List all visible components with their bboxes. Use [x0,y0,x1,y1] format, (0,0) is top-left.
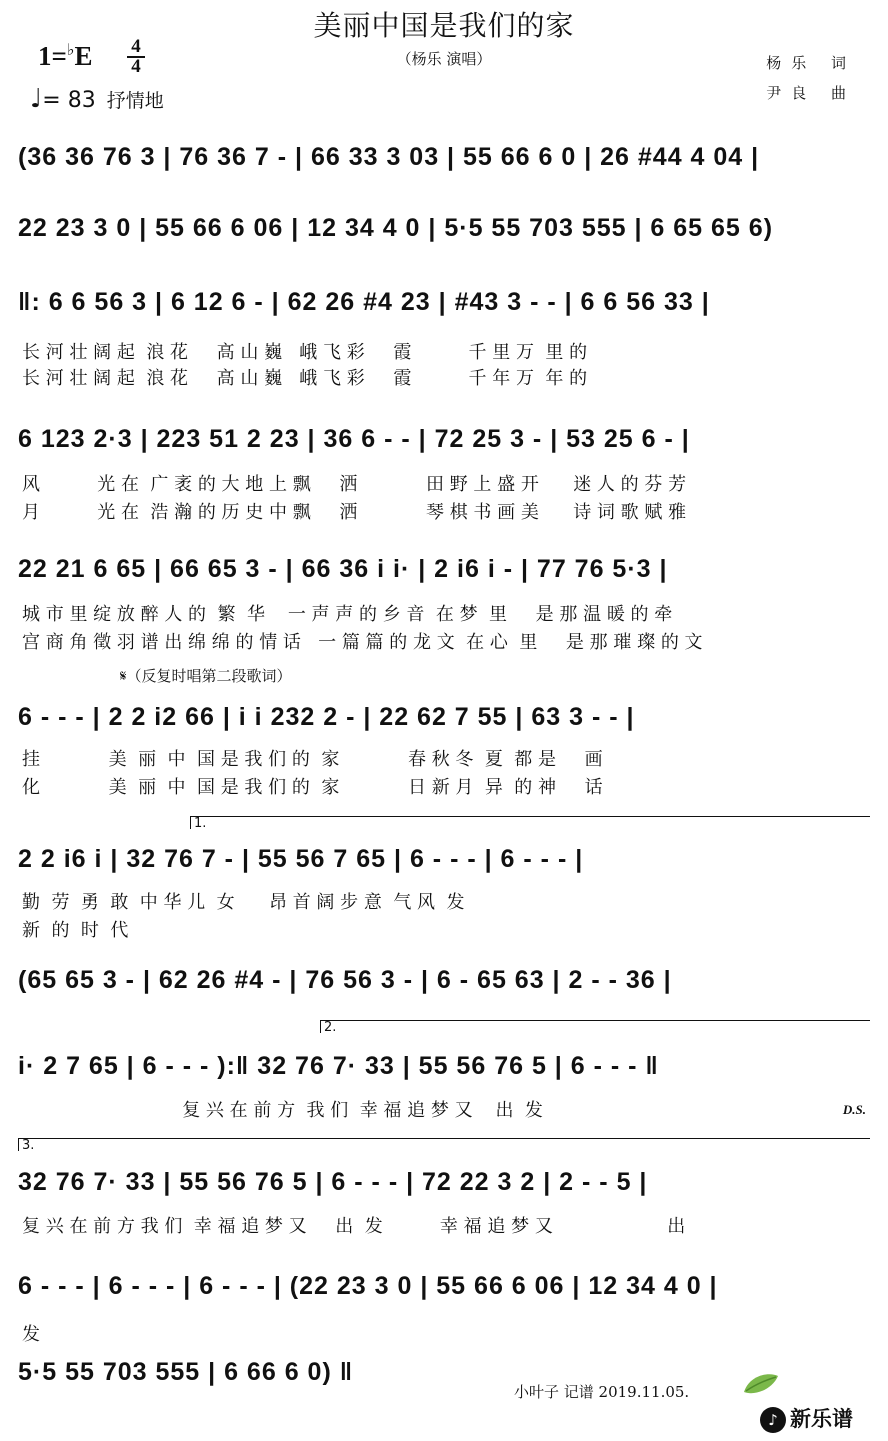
key-prefix: 1= [38,41,67,71]
volta-bracket-2: 2. [320,1020,870,1033]
score-row-8: (65 65 3 - | 62 26 #4 - | 76 56 3 - | 6 - 65 63 | 2 - - 36 | [18,966,672,994]
expression-mark: 抒情地 [106,90,164,112]
lyrics-row-3-verse-1: 长 河 壮 阔 起 浪 花 高 山 巍 峨 飞 彩 霞 千 里 万 里 的 [22,342,588,363]
lyrics-row-6-verse-1: 挂 美 丽 中 国 是 我 们 的 家 春 秋 冬 夏 都 是 画 [22,749,603,770]
segno-note: （反复时唱第二段歌词） [126,667,292,685]
quarter-note-icon: ♩ [30,84,43,114]
key-letter: E [74,41,93,71]
logo-text: 新乐谱 [790,1407,853,1431]
lyrics-row-4-verse-1: 风 光 在 广 袤 的 大 地 上 飘 洒 田 野 上 盛 开 迷 人 的 芬 芳 [22,474,687,495]
lyrics-row-4-verse-2: 月 光 在 浩 瀚 的 历 史 中 飘 洒 琴 棋 书 画 美 诗 词 歌 赋 雅 [22,502,687,523]
lyrics-row-5-verse-2: 宫 商 角 徵 羽 谱 出 绵 绵 的 情 话 一 篇 篇 的 龙 文 在 心 里 是 那 璀 璨 的 文 [22,632,703,653]
score-row-5: 22 21 6 65 | 66 65 3 - | 66 36 i i· | 2 i6 i - | 77 76 5·3 | [18,555,668,583]
time-signature [127,38,145,76]
singer-credit: （杨乐 演唱） [396,50,492,68]
lyrics-row-11: 发 [22,1324,40,1345]
lyrics-row-7-verse-1: 勤 劳 勇 敢 中 华 儿 女 昂 首 阔 步 意 气 风 发 [22,892,465,913]
score-row-3: ‖: 6 6 56 3 | 6 12 6 - | 62 26 #4 23 | #43 3 - - | 6 6 56 33 | [18,288,710,316]
song-title: 美丽中国是我们的家 [313,9,575,42]
score-row-10: 32 76 7· 33 | 55 56 76 5 | 6 - - - | 72 22 3 2 | 2 - - 5 | [18,1168,648,1196]
site-logo [760,1403,853,1433]
volta-bracket-3: 3. [18,1138,870,1151]
segno-marker [120,665,291,686]
score-row-12: 5·5 55 703 555 | 6 66 6 0) ‖ [18,1358,354,1386]
composer-credit: 尹良 曲 [766,84,856,102]
time-bottom: 4 [127,56,145,76]
lyrics-row-9: 复 兴 在 前 方 我 们 幸 福 追 梦 又 出 发 [22,1100,543,1121]
tempo-value: = 83 [42,88,96,113]
score-row-6: 6 - - - | 2 2 i2 66 | i i 232 2 - | 22 62 7 55 | 63 3 - - | [18,703,635,731]
volta-bracket-1: 1. [190,816,870,829]
time-top: 4 [131,36,141,57]
lyrics-row-6-verse-2: 化 美 丽 中 国 是 我 们 的 家 日 新 月 异 的 神 话 [22,777,603,798]
leaf-icon [740,1370,780,1396]
score-row-9: i· 2 7 65 | 6 - - - ):‖ 32 76 7· 33 | 55 56 76 5 | 6 - - - ‖ [18,1052,659,1080]
dal-segno-mark: D.S. [842,1102,866,1117]
lyrics-row-10: 复 兴 在 前 方 我 们 幸 福 追 梦 又 出 发 幸 福 追 梦 又 出 [22,1216,686,1237]
score-row-1: (36 36 76 3 | 76 36 7 - | 66 33 3 03 | 55 66 6 0 | 26 #44 4 04 | [18,143,760,171]
tempo-marking [30,84,164,114]
lyrics-row-3-verse-2: 长 河 壮 阔 起 浪 花 高 山 巍 峨 飞 彩 霞 千 年 万 年 的 [22,368,588,389]
transcriber-credit: 小叶子 记谱 2019.11.05. [514,1383,690,1401]
flat-sign: ♭ [66,42,75,59]
score-row-11: 6 - - - | 6 - - - | 6 - - - | (22 23 3 0 | 55 66 6 06 | 12 34 4 0 | [18,1272,718,1300]
lyrics-row-5-verse-1: 城 市 里 绽 放 醉 人 的 繁 华 一 声 声 的 乡 音 在 梦 里 是 那 温 暖 的 牵 [22,604,673,625]
key-signature [38,40,92,72]
score-row-7: 2 2 i6 i | 32 76 7 - | 55 56 7 65 | 6 - - - | 6 - - - | [18,845,584,873]
score-row-4: 6 123 2·3 | 223 51 2 23 | 36 6 - - | 72 25 3 - | 53 25 6 - | [18,425,690,453]
segno-icon: 𝄋 [120,667,127,685]
lyricist-credit: 杨乐 词 [766,54,856,72]
lyrics-row-7-verse-2: 新 的 时 代 [22,920,129,941]
logo-mark-icon: ♪ [760,1407,786,1433]
score-row-2: 22 23 3 0 | 55 66 6 06 | 12 34 4 0 | 5·5 55 703 555 | 6 65 65 6) [18,214,774,242]
